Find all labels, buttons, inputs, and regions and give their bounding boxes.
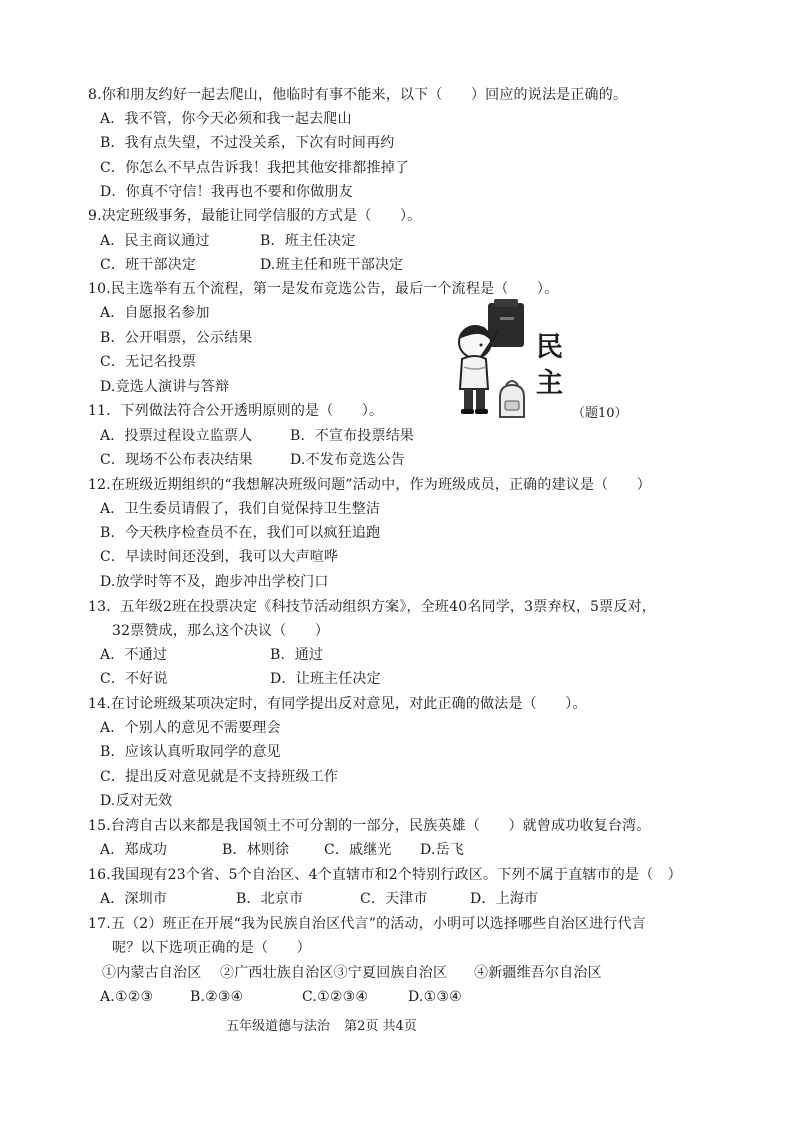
question-9-option-a: A．民主商议通过 bbox=[100, 233, 210, 249]
question-8-stem: 8.你和朋友约好一起去爬山，他临时有事不能来，以下（ ）回应的说法是正确的。 bbox=[88, 87, 628, 103]
question-13-stem-continued: 32票赞成，那么这个决议（ ） bbox=[112, 623, 330, 639]
question-16-option-d: D．上海市 bbox=[470, 891, 539, 907]
question-16-option-a: A．深圳市 bbox=[100, 891, 168, 907]
question-11-option-d: D.不发布竞选公告 bbox=[290, 452, 405, 468]
voting-illustration bbox=[450, 297, 570, 422]
question-8-option-c: C．你怎么不早点告诉我！我把其他安排都推掉了 bbox=[100, 160, 410, 176]
question-15-option-c: C．戚继光 bbox=[324, 842, 392, 858]
question-14-option-c: C．提出反对意见就是不支持班级工作 bbox=[100, 769, 339, 785]
question-12-option-d: D.放学时等不及，跑步冲出学校门口 bbox=[100, 574, 329, 590]
question-12-option-b: B．今天秩序检查员不在，我们可以疯狂追跑 bbox=[100, 525, 381, 541]
question-10-option-c: C．无记名投票 bbox=[100, 354, 197, 370]
question-13-option-a: A．不通过 bbox=[100, 647, 168, 663]
question-11-option-b: B．不宣布投票结果 bbox=[290, 428, 415, 444]
question-10-option-d: D.竞选人演讲与答辩 bbox=[100, 379, 230, 395]
question-12-option-c: C．早读时间还没到，我可以大声喧哗 bbox=[100, 549, 339, 565]
question-14-option-d: D.反对无效 bbox=[100, 793, 173, 809]
question-11-stem: 11．下列做法符合公开透明原则的是（ ）。 bbox=[88, 403, 384, 419]
question-11-option-c: C．现场不公布表决结果 bbox=[100, 452, 253, 468]
question-9-option-d: D.班主任和班干部决定 bbox=[260, 257, 404, 273]
page-footer bbox=[226, 1018, 427, 1036]
question-17-option-b: B.②③④ bbox=[190, 989, 244, 1005]
question-8-option-b: B．我有点失望，不过没关系，下次有时间再约 bbox=[100, 135, 395, 151]
question-13-stem: 13．五年级2班在投票决定《科技节活动组织方案》，全班40名同学，3票弃权，5票反对， bbox=[88, 599, 656, 615]
question-10-stem: 10.民主选举有五个流程，第一是发布竞选公告，最后一个流程是（ ）。 bbox=[88, 281, 559, 297]
question-12-option-a: A．卫生委员请假了，我们自觉保持卫生整洁 bbox=[100, 501, 381, 517]
question-17-stem-continued: 呢？以下选项正确的是（ ） bbox=[112, 940, 311, 956]
question-17-choice-2-3: ②广西壮族自治区③宁夏回族自治区 bbox=[220, 965, 448, 981]
illustration-caption: （题10） bbox=[572, 406, 628, 421]
illustration-text-zhu: 主 bbox=[536, 368, 563, 399]
question-16-option-b: B．北京市 bbox=[236, 891, 304, 907]
footer-page-number: 第2页 共4页 bbox=[344, 1019, 417, 1034]
question-17-stem: 17.五（2）班正在开展“我为民族自治区代言”的活动，小明可以选择哪些自治区进行代言 bbox=[88, 916, 646, 932]
question-16-stem: 16.我国现有23个省、5个自治区、4个直辖市和2个特别行政区。下列不属于直辖市的是（ ） bbox=[88, 867, 682, 883]
question-14-stem: 14.在讨论班级某项决定时，有同学提出反对意见，对此正确的做法是（ ）。 bbox=[88, 696, 587, 712]
question-14-option-b: B．应该认真听取同学的意见 bbox=[100, 744, 281, 760]
question-12-stem: 12.在班级近期组织的“我想解决班级问题”活动中，作为班级成员，正确的建议是（ ） bbox=[88, 477, 651, 493]
question-17-option-a: A.①②③ bbox=[100, 989, 154, 1005]
question-13-option-c: C．不好说 bbox=[100, 671, 168, 687]
question-14-option-a: A．个别人的意见不需要理会 bbox=[100, 720, 281, 736]
question-17-choice-4: ④新疆维吾尔自治区 bbox=[474, 965, 602, 981]
question-13-option-b: B．通过 bbox=[270, 647, 324, 663]
question-16-option-c: C．天津市 bbox=[360, 891, 428, 907]
question-8-option-d: D．你真不守信！我再也不要和你做朋友 bbox=[100, 184, 353, 200]
question-15-option-d: D.岳飞 bbox=[420, 842, 464, 858]
question-15-stem: 15.台湾自古以来都是我国领土不可分割的一部分，民族英雄（ ）就曾成功收复台湾。 bbox=[88, 818, 651, 834]
question-15-option-b: B．林则徐 bbox=[222, 842, 290, 858]
question-17-choice-1: ①内蒙古自治区 bbox=[102, 965, 202, 981]
question-13-option-d: D．让班主任决定 bbox=[270, 671, 381, 687]
question-15-option-a: A．郑成功 bbox=[100, 842, 168, 858]
question-8-option-a: A．我不管，你今天必须和我一起去爬山 bbox=[100, 111, 352, 127]
illustration-text-min: 民 bbox=[536, 332, 563, 363]
question-9-option-b: B．班主任决定 bbox=[260, 233, 356, 249]
question-17-option-d: D.①③④ bbox=[408, 989, 462, 1005]
question-11-option-a: A．投票过程设立监票人 bbox=[100, 428, 253, 444]
question-9-option-c: C．班干部决定 bbox=[100, 257, 197, 273]
question-10-option-a: A．自愿报名参加 bbox=[100, 305, 210, 321]
question-10-option-b: B．公开唱票，公示结果 bbox=[100, 330, 253, 346]
question-17-option-c: C.①②③④ bbox=[302, 989, 369, 1005]
question-9-stem: 9.决定班级事务，最能让同学信服的方式是（ ）。 bbox=[88, 208, 422, 224]
footer-subject: 五年级道德与法治 bbox=[226, 1019, 331, 1034]
